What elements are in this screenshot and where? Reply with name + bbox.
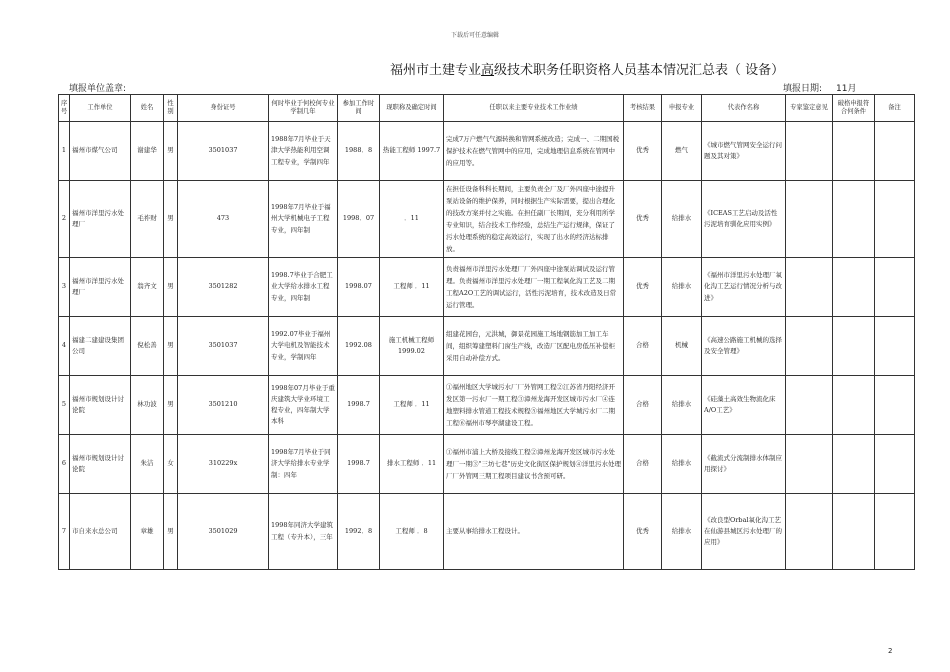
- cell-major: 给排水: [662, 435, 702, 494]
- cell-no: 5: [59, 376, 70, 435]
- cell-work: 负责福州市洋里污水处理厂厂外四座中途泵站调试及运行管理。负责福州市洋里污水处理厂一期工程氧化沟工艺及二期工程A2O工艺的调试运行，活性污泥培育，技术改造及日常运行管理。: [444, 258, 624, 317]
- cell-name: 倪松善: [131, 317, 164, 376]
- cell-result: 优秀: [624, 122, 662, 181]
- cell-id: 473: [178, 181, 269, 258]
- cell-work: ①福州市浦上大桥及接线工程②漳州龙海开发区城市污水处理厂一期③"三坊七巷"历史文化街区保护规划④洋里污水处理厂厂外管网三期工程项目建议书含预可研。: [444, 435, 624, 494]
- cell-major: 机械: [662, 317, 702, 376]
- cell-work: 组建花园台，元洪城，御景花园施工场地钢筋加工加工车间，组织筹建塑料门窗生产线，改造厂区配电房低压补偿柜采用自动补偿方式。: [444, 317, 624, 376]
- table-row: [59, 258, 915, 317]
- cell-work: 完成7万户燃气气源转换和管网系统改造；完成一、二期国税保护技术在燃气管网中的应用，完成地理信息系统在管网中的应用等。: [444, 122, 624, 181]
- cell-remark: [875, 181, 915, 258]
- header-remark: 备注: [875, 95, 915, 122]
- cell-start-date: 1988．8: [338, 122, 380, 181]
- cell-title: 排水工程师 ．11: [380, 435, 444, 494]
- cell-title: 工程师 ．11: [380, 258, 444, 317]
- cell-exception: [833, 317, 875, 376]
- cell-sex: 男: [164, 376, 178, 435]
- cell-id: 3501282: [178, 258, 269, 317]
- report-date-value: 11月: [836, 84, 857, 94]
- cell-name: 朱洁: [131, 435, 164, 494]
- cell-remark: [875, 435, 915, 494]
- cell-title: 施工机械工程师 1999.02: [380, 317, 444, 376]
- cell-title: 工程师 ．11: [380, 376, 444, 435]
- cell-id: 3501210: [178, 376, 269, 435]
- cell-work: 在担任设备科科长期间，主要负责全厂及厂外四座中途提升泵站设备的维护保养，同时根据生产实际需要，提出合理化的技改方案并付之实施。在担任副厂长期间，充分利用所学专业知识，结合技术工作经验，总结生产运行规律，保证了污水处理系统的稳定高效运行，实现了出水的经济达标排放。: [444, 181, 624, 258]
- cell-start-date: 1992.08: [338, 317, 380, 376]
- table-row: [59, 494, 915, 570]
- cell-paper: 《改良型Orbal氧化沟工艺在仙游县城区污水处理厂的应用》: [702, 494, 786, 570]
- cell-remark: [875, 122, 915, 181]
- header-expert: 专家鉴定意见: [786, 95, 833, 122]
- cell-unit: 福州市规划设计讨论院: [70, 376, 131, 435]
- header-exception: 破格申报符合何条件: [833, 95, 875, 122]
- cell-id: 3501037: [178, 122, 269, 181]
- page-number: 2: [888, 647, 893, 655]
- cell-expert: [786, 258, 833, 317]
- table-row: [59, 376, 915, 435]
- cell-result: 合格: [624, 376, 662, 435]
- header-title: 现职称及确定时间: [380, 95, 444, 122]
- unit-seal-label: 填报单位盖章:: [69, 84, 127, 94]
- header-id: 身份证号: [178, 95, 269, 122]
- cell-paper: 《城市燃气管网安全运行问题及其对策》: [702, 122, 786, 181]
- cell-start-date: 1998.7: [338, 435, 380, 494]
- cell-result: 优秀: [624, 181, 662, 258]
- header-name: 姓名: [131, 95, 164, 122]
- top-note: 下载后可任意编辑: [450, 32, 499, 39]
- header-result: 考核结果: [624, 95, 662, 122]
- cell-result: 合格: [624, 317, 662, 376]
- cell-exception: [833, 258, 875, 317]
- summary-table: [58, 94, 915, 570]
- cell-result: 优秀: [624, 494, 662, 570]
- cell-exception: [833, 435, 875, 494]
- cell-start-date: 1998.07: [338, 258, 380, 317]
- cell-sex: 男: [164, 258, 178, 317]
- cell-no: 2: [59, 181, 70, 258]
- cell-education: 1992.07毕业于福州大学电机及智能技术专业，学制四年: [269, 317, 338, 376]
- cell-name: 翁齐文: [131, 258, 164, 317]
- cell-exception: [833, 181, 875, 258]
- cell-major: 给排水: [662, 258, 702, 317]
- cell-sex: 男: [164, 494, 178, 570]
- cell-expert: [786, 181, 833, 258]
- cell-expert: [786, 435, 833, 494]
- cell-expert: [786, 317, 833, 376]
- header-unit: 工作单位: [70, 95, 131, 122]
- header-education: 何时毕业于何校何专业学制几年: [269, 95, 338, 122]
- title-part1: 福州市土建专业: [390, 63, 482, 78]
- report-date-label: 填报日期:: [783, 84, 823, 94]
- cell-paper: 《ICEAS工艺启动及活性污泥培育驯化应用实例》: [702, 181, 786, 258]
- cell-unit: 福州市规划设计讨论院: [70, 435, 131, 494]
- cell-education: 1998.7毕业于合肥工业大学给水排水工程专业，四年制: [269, 258, 338, 317]
- cell-remark: [875, 494, 915, 570]
- cell-unit: 市自来水总公司: [70, 494, 131, 570]
- cell-unit: 福州市洋里污水处理厂: [70, 258, 131, 317]
- header-work: 任职以来主要专业技术工作业绩: [444, 95, 624, 122]
- cell-unit: 福州市煤气公司: [70, 122, 131, 181]
- cell-exception: [833, 494, 875, 570]
- cell-exception: [833, 122, 875, 181]
- cell-title: 工程师 ．8: [380, 494, 444, 570]
- header-start-date: 参加工作时间: [338, 95, 380, 122]
- cell-work: ①福州地区大学城污水厂厂外管网工程②江苏省丹阳经济开发区第一污水厂一期工程③漳州龙海开发区城市污水厂④连地塑料排水管道工程技术规程⑤福州地区大学城污水厂二期工程⑥福州市琴亭湖建设工程。: [444, 376, 624, 435]
- cell-work: 主要从事给排水工程设计。: [444, 494, 624, 570]
- cell-sex: 男: [164, 181, 178, 258]
- cell-start-date: 1992．8: [338, 494, 380, 570]
- cell-education: 1998年7月毕业于福州大学机械电子工程专业，四年制: [269, 181, 338, 258]
- title-underlined: 高: [481, 63, 495, 78]
- cell-sex: 男: [164, 122, 178, 181]
- table-row: [59, 122, 915, 181]
- cell-title: 热能工程师 1997.7: [380, 122, 444, 181]
- cell-no: 4: [59, 317, 70, 376]
- cell-exception: [833, 376, 875, 435]
- cell-no: 1: [59, 122, 70, 181]
- cell-name: 林功波: [131, 376, 164, 435]
- cell-expert: [786, 494, 833, 570]
- page-title: [390, 59, 784, 78]
- header-no: 序号: [59, 95, 70, 122]
- table-row: [59, 317, 915, 376]
- cell-paper: 《硅藻土高效生物流化床A/O工艺》: [702, 376, 786, 435]
- cell-name: 谢建华: [131, 122, 164, 181]
- cell-no: 3: [59, 258, 70, 317]
- cell-id: 310229x: [178, 435, 269, 494]
- cell-no: 6: [59, 435, 70, 494]
- cell-unit: 福建二建建设集团公司: [70, 317, 131, 376]
- cell-major: 给排水: [662, 494, 702, 570]
- cell-sex: 女: [164, 435, 178, 494]
- cell-name: 章雄: [131, 494, 164, 570]
- header-paper: 代表作名称: [702, 95, 786, 122]
- cell-paper: 《截流式分流制排水体制应用探讨》: [702, 435, 786, 494]
- report-date: [783, 81, 857, 94]
- cell-start-date: 1998．07: [338, 181, 380, 258]
- header-sex: 性别: [164, 95, 178, 122]
- cell-result: 合格: [624, 435, 662, 494]
- cell-education: 1988年7月毕业于天津大学热能利用空调工程专业，学制四年: [269, 122, 338, 181]
- table-row: [59, 435, 915, 494]
- cell-title: ．11: [380, 181, 444, 258]
- cell-paper: 《高速公路施工机械的选择及安全管理》: [702, 317, 786, 376]
- cell-education: 1998年同济大学建筑工程（专升本），三年: [269, 494, 338, 570]
- cell-expert: [786, 376, 833, 435]
- cell-name: 毛祚财: [131, 181, 164, 258]
- cell-remark: [875, 317, 915, 376]
- cell-id: 3501037: [178, 317, 269, 376]
- cell-major: 给排水: [662, 181, 702, 258]
- cell-start-date: 1998.7: [338, 376, 380, 435]
- title-part2: 级技术职务任职资格人员基本情况汇总表（ 设备）: [494, 63, 785, 78]
- cell-no: 7: [59, 494, 70, 570]
- cell-sex: 男: [164, 317, 178, 376]
- cell-id: 3501029: [178, 494, 269, 570]
- table-row: [59, 181, 915, 258]
- cell-remark: [875, 376, 915, 435]
- cell-major: 燃气: [662, 122, 702, 181]
- cell-major: 给排水: [662, 376, 702, 435]
- table-header-row: [59, 95, 915, 122]
- cell-education: 1998年7月毕业于同济大学给排水专业学制：四年: [269, 435, 338, 494]
- cell-unit: 福州市洋里污水处理厂: [70, 181, 131, 258]
- cell-paper: 《福州市洋里污水处理厂氧化沟工艺运行情况分析与改进》: [702, 258, 786, 317]
- cell-remark: [875, 258, 915, 317]
- cell-education: 1998年07月毕业于重庆建筑大学业环境工程专业，四年制大学本科: [269, 376, 338, 435]
- cell-expert: [786, 122, 833, 181]
- header-major: 申报专业: [662, 95, 702, 122]
- cell-result: 优秀: [624, 258, 662, 317]
